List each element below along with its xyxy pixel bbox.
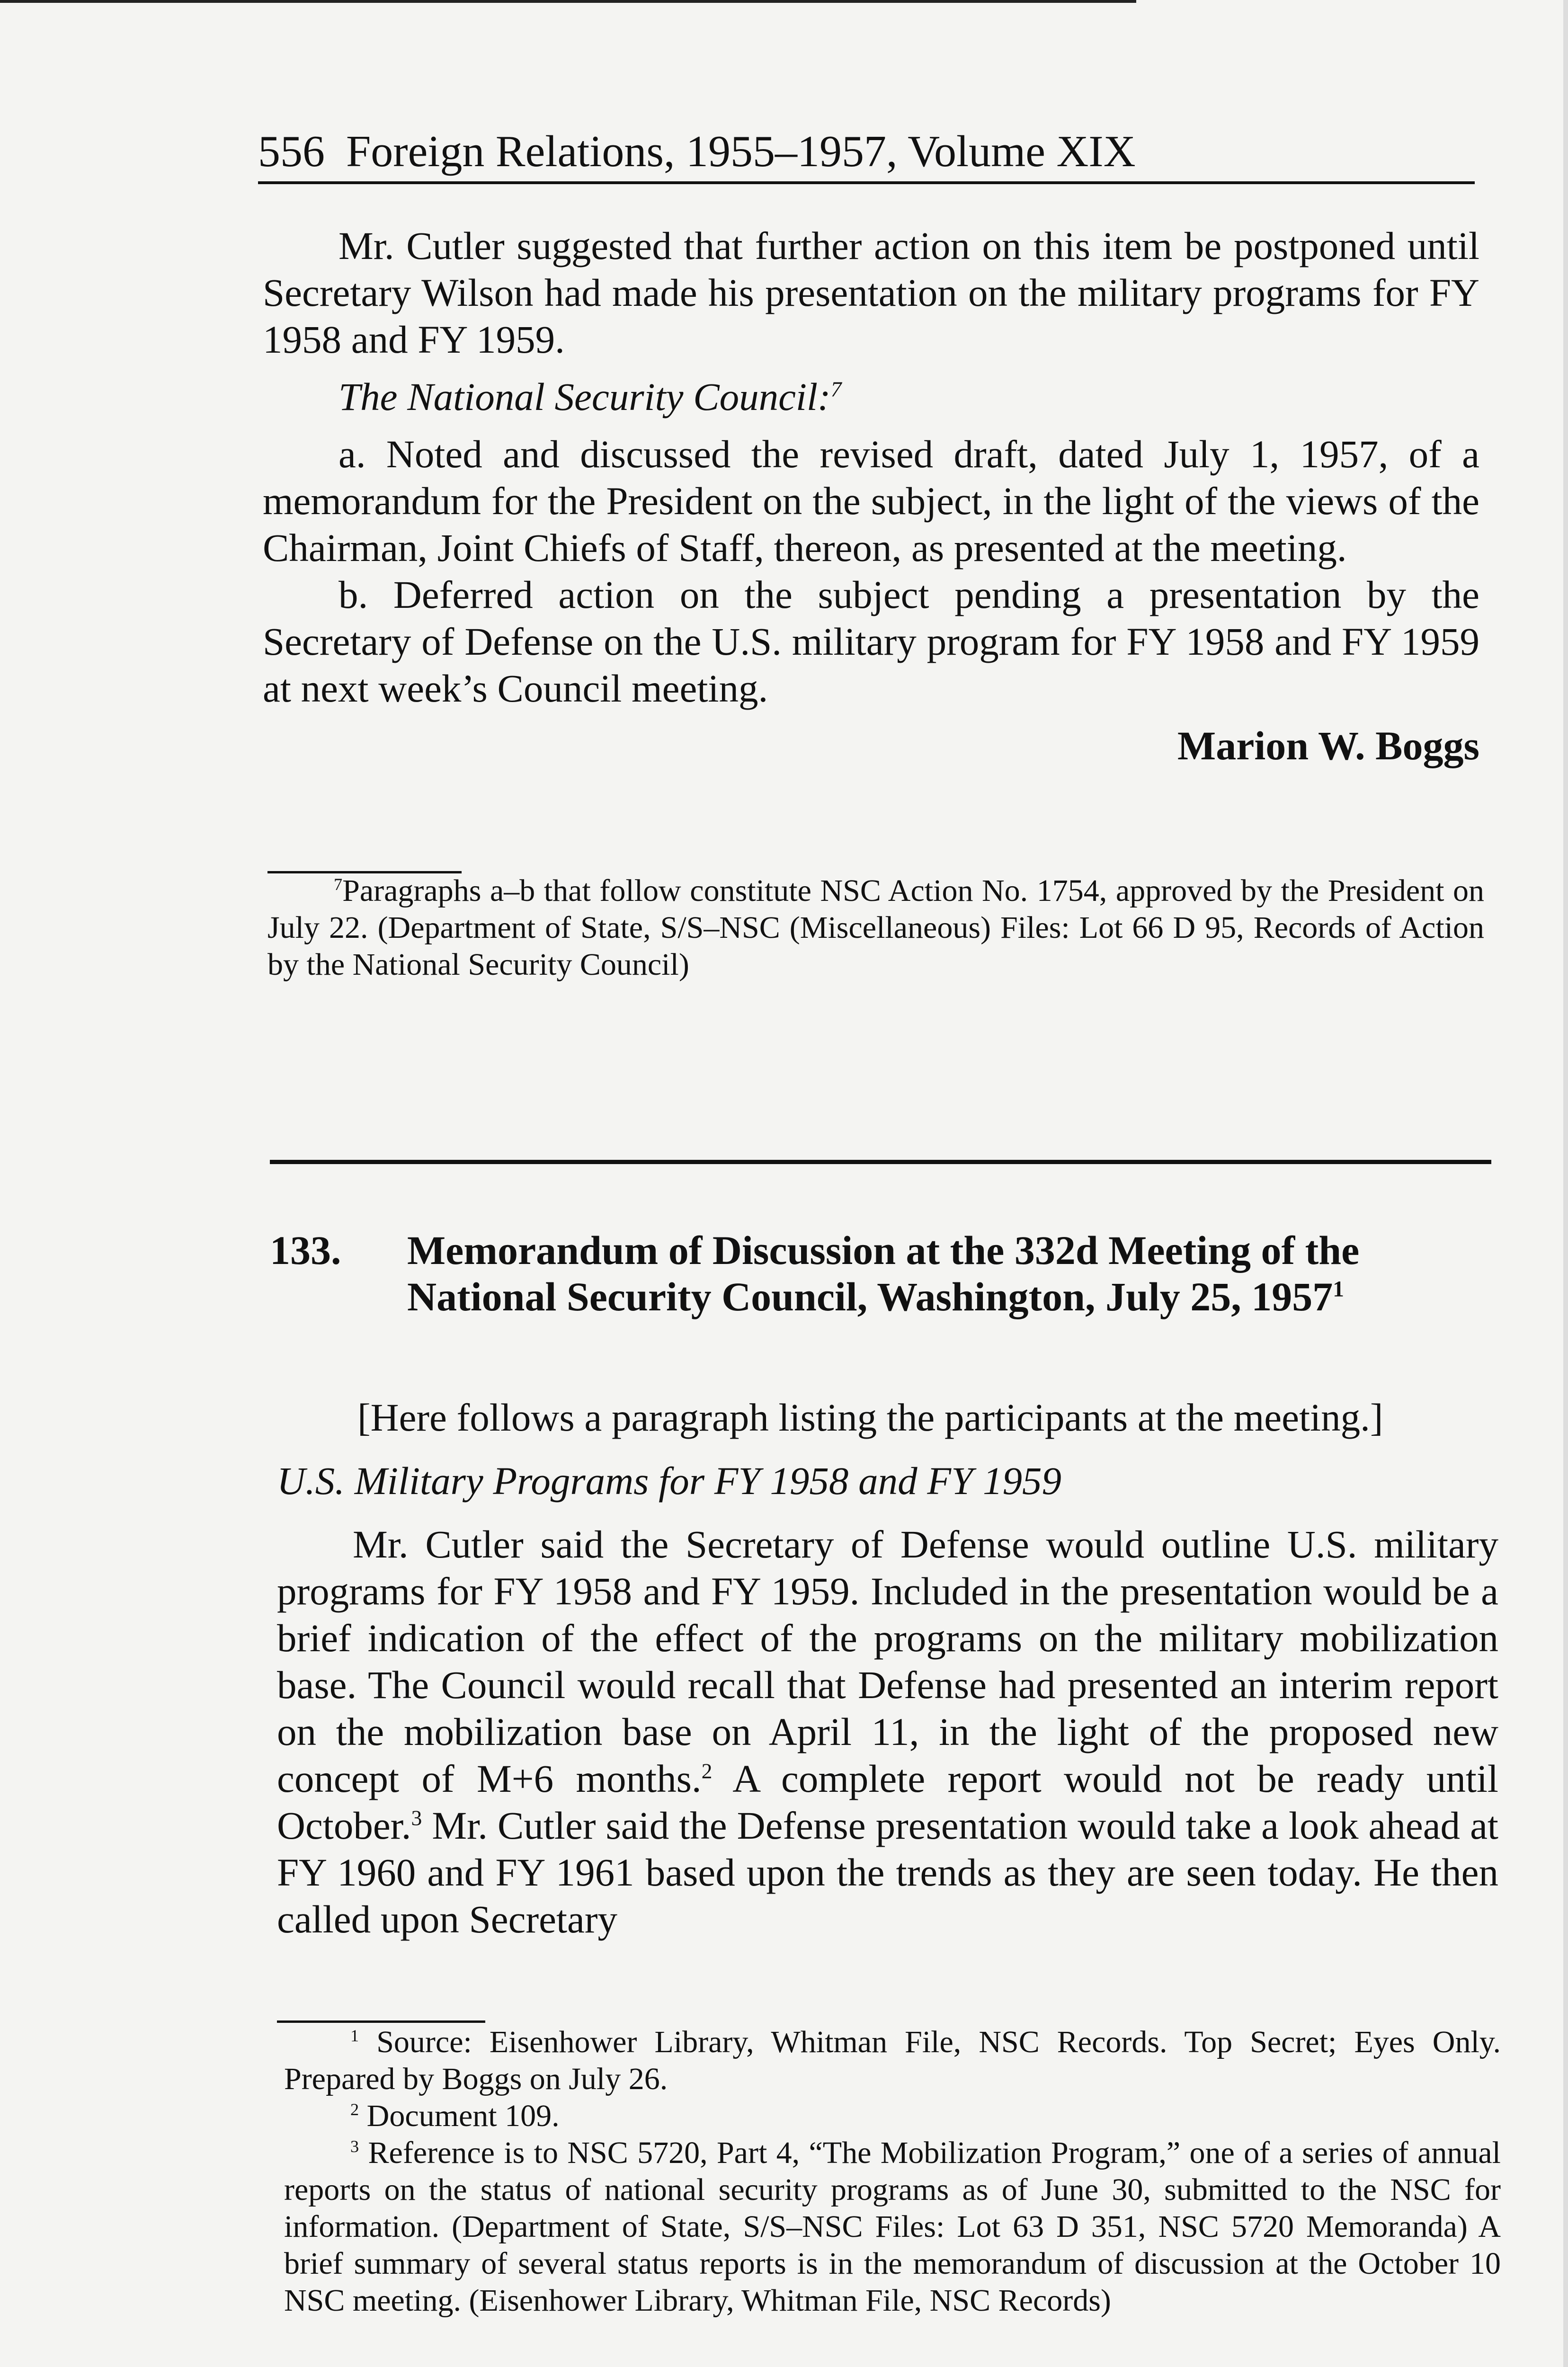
council-heading	[263, 374, 1479, 420]
page-right-edge	[1563, 0, 1568, 2367]
body-text-2: A complete report would not be ready until October.	[277, 1757, 1498, 1847]
council-heading-text: The National Security Council:	[339, 375, 831, 418]
footnote-ref-1[interactable]: 1	[1333, 1277, 1344, 1302]
footnote-ref-7[interactable]: 7	[830, 377, 842, 401]
footnote-ref-3[interactable]: 3	[411, 1806, 422, 1830]
footnote-7	[267, 872, 1484, 983]
footnote-1-number: 1	[350, 2026, 359, 2045]
footnote-1-text: Source: Eisenhower Library, Whitman File, NSC Records. Top Secret; Eyes Only. Prepared by Boggs on July 26.	[284, 2025, 1501, 2096]
footnotes	[284, 2024, 1501, 2319]
footnote-2-number: 2	[350, 2100, 359, 2119]
top-section	[263, 222, 1479, 769]
page-top-edge	[0, 0, 1136, 3]
body-paragraph	[277, 1521, 1498, 1943]
subheading: U.S. Military Programs for FY 1958 and FY 1959	[277, 1459, 1062, 1503]
action-a: a. Noted and discussed the revised draft, dated July 1, 1957, of a memorandum for the President on the subject, in the light of the views of the Chairman, Joint Chiefs of Staff, thereon, as presented at the meeting.	[263, 432, 1479, 570]
section-divider	[270, 1160, 1491, 1164]
footnote-7-number: 7	[334, 875, 343, 894]
footnote-3	[284, 2135, 1501, 2319]
intro-paragraph: Mr. Cutler suggested that further action on this item be postponed until Secretary Wilson had made his presentation on the military programs for FY 1958 and FY 1959.	[263, 224, 1479, 361]
page-number: 556	[258, 127, 325, 176]
running-header	[258, 125, 1475, 184]
document-number: 133.	[270, 1228, 341, 1273]
book-title: Foreign Relations, 1955–1957, Volume XIX	[346, 127, 1136, 176]
document-title	[407, 1227, 1496, 1320]
signature: Marion W. Boggs	[1177, 723, 1479, 768]
footnote-7-body: Paragraphs a–b that follow constitute NSC Action No. 1754, approved by the President on July 22. (Department of State, S/S–NSC (Miscellaneous) Files: Lot 66 D 95, Records of Action by the National Security Council)	[267, 873, 1484, 982]
document-title-text: Memorandum of Discussion at the 332d Meeting of the National Security Council, Washington, July 25, 1957	[407, 1228, 1360, 1319]
footnote-3-text: Reference is to NSC 5720, Part 4, “The Mobilization Program,” one of a series of annual reports on the status of national security programs as of June 30, submitted to the NSC for information. (Department of State, S/S–NSC Files: Lot 63 D 351, NSC 5720 Memoranda) A brief summary of several status reports is in the memorandum of discussion at the October 10 NSC meeting. (Eisenhower Library, Whitman File, NSC Records)	[284, 2136, 1501, 2318]
footnote-7-text	[267, 872, 1484, 983]
document-body	[277, 1394, 1498, 1943]
footnote-3-number: 3	[350, 2137, 359, 2156]
footnote-rule-bottom	[277, 2020, 485, 2023]
body-text-1: Mr. Cutler said the Secretary of Defense would outline U.S. military programs for FY 1958 and FY 1959. Included in the presentation would be a brief indication of the effect of the programs on the military mobilization base. The Council would recall that Defense had presented an interim report on the mobilization base on April 11, in the light of the proposed new concept of M+6 months.	[277, 1522, 1498, 1800]
body-text-3: Mr. Cutler said the Defense presentation would take a look ahead at FY 1960 and FY 1961 based upon the trends as they are seen today. He then called upon Secretary	[277, 1804, 1498, 1941]
action-b: b. Deferred action on the subject pending a presentation by the Secretary of Defense on the U.S. military program for FY 1958 and FY 1959 at next week’s Council meeting.	[263, 573, 1479, 710]
footnote-2-text: Document 109.	[366, 2099, 560, 2133]
footnote-ref-2[interactable]: 2	[701, 1759, 713, 1783]
footnote-2	[284, 2098, 1501, 2135]
participants-note: [Here follows a paragraph listing the participants at the meeting.]	[357, 1396, 1383, 1439]
footnote-1	[284, 2024, 1501, 2098]
